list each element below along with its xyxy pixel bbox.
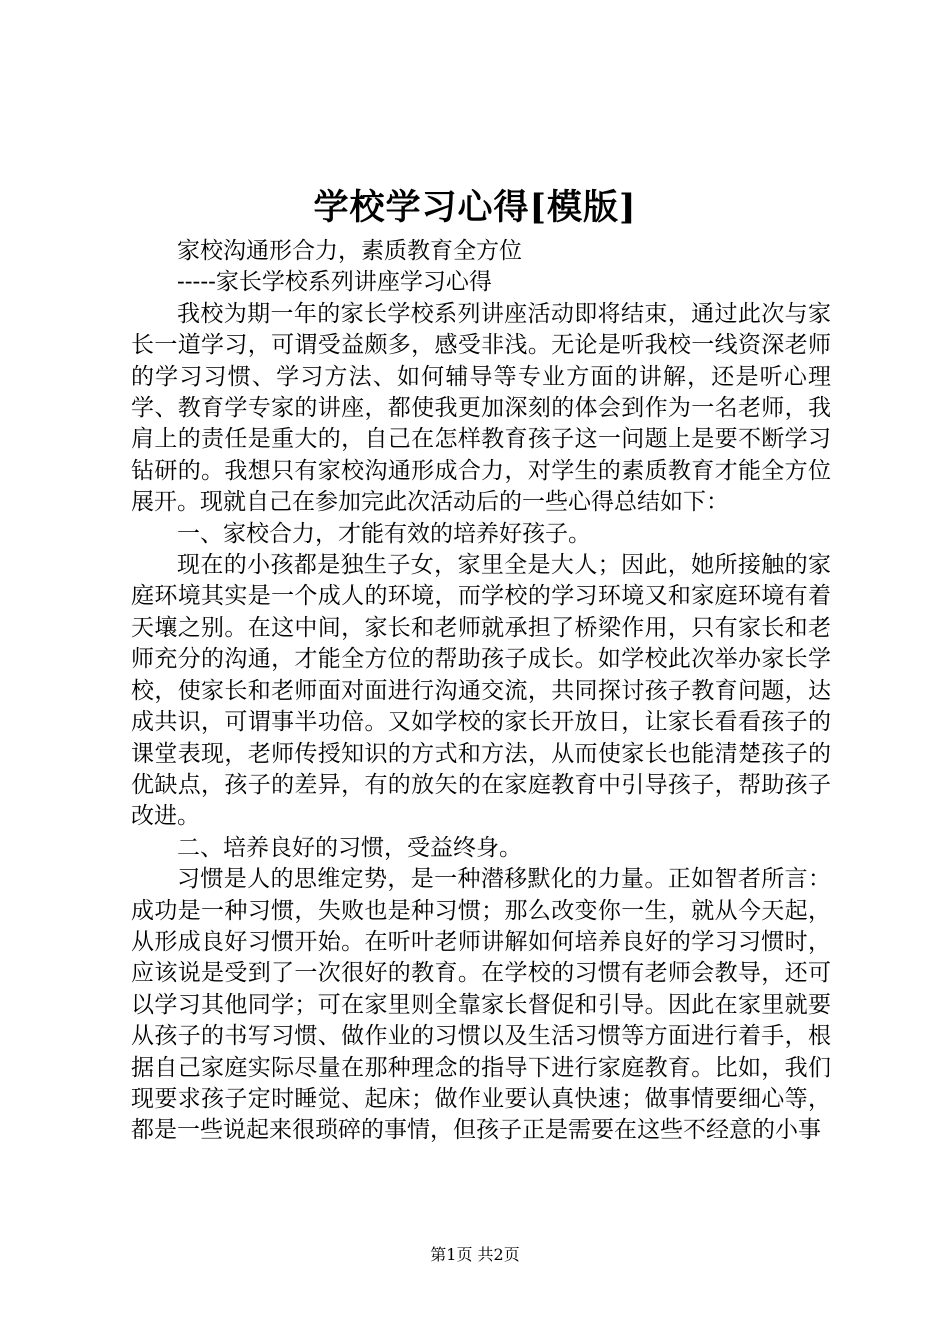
section-heading: 二、培养良好的习惯，受益终身。 [177, 834, 522, 861]
document-title: 学校学习心得[模版] [313, 187, 637, 228]
section-heading: 一、家校合力，才能有效的培养好孩子。 [177, 520, 591, 547]
body-paragraph: 现在的小孩都是独生子女，家里全是大人；因此，她所接触的家庭环境其实是一个成人的环境，而学校的学习环境又和家庭环境有着天壤之别。在这中间，家长和老师就承担了桥梁作用，只有家长和老师充分的沟通，才能全方位的帮助孩子成长。如学校此次举办家长学校，使家长和老师面对面进行沟通交流，共同探讨孩子教育问题，达成共识，可谓事半功倍。又如学校的家长开放日，让家长看看孩子的课堂表现，老师传授知识的方式和方法，从而使家长也能清楚孩子的优缺点，孩子的差异，有的放矢的在家庭教育中引导孩子，帮助孩子改进。 [131, 552, 831, 830]
document-subtitle: 家校沟通形合力，素质教育全方位 [177, 238, 522, 264]
body-paragraph: 我校为期一年的家长学校系列讲座活动即将结束，通过此次与家长一道学习，可谓受益颇多，感受非浅。无论是听我校一线资深老师的学习习惯、学习方法、如何辅导等专业方面的讲解，还是听心理学、教育学专家的讲座，都使我更加深刻的体会到作为一名老师，我肩上的责任是重大的，自己在怎样教育孩子这一问题上是要不断学习钻研的。我想只有家校沟通形成合力，对学生的素质教育才能全方位展开。现就自己在参加完此次活动后的一些心得总结如下： [131, 300, 831, 516]
body-paragraph: 习惯是人的思维定势，是一种潜移默化的力量。正如智者所言：成功是一种习惯，失败也是种习惯；那么改变你一生，就从今天起，从形成良好习惯开始。在听叶老师讲解如何培养良好的学习习惯时，应该说是受到了一次很好的教育。在学校的习惯有老师会教导，还可以学习其他同学；可在家里则全靠家长督促和引导。因此在家里就要从孩子的书写习惯、做作业的习惯以及生活习惯等方面进行着手，根据自己家庭实际尽量在那种理念的指导下进行家庭教育。比如，我们现要求孩子定时睡觉、起床；做作业要认真快速；做事情要细心等，都是一些说起来很琐碎的事情，但孩子正是需要在这些不经意的小事 [131, 866, 831, 1144]
page-number: 第1页 共2页 [430, 1245, 520, 1264]
document-body [131, 236, 831, 1147]
document-subtitle-2: -----家长学校系列讲座学习心得 [177, 269, 492, 296]
